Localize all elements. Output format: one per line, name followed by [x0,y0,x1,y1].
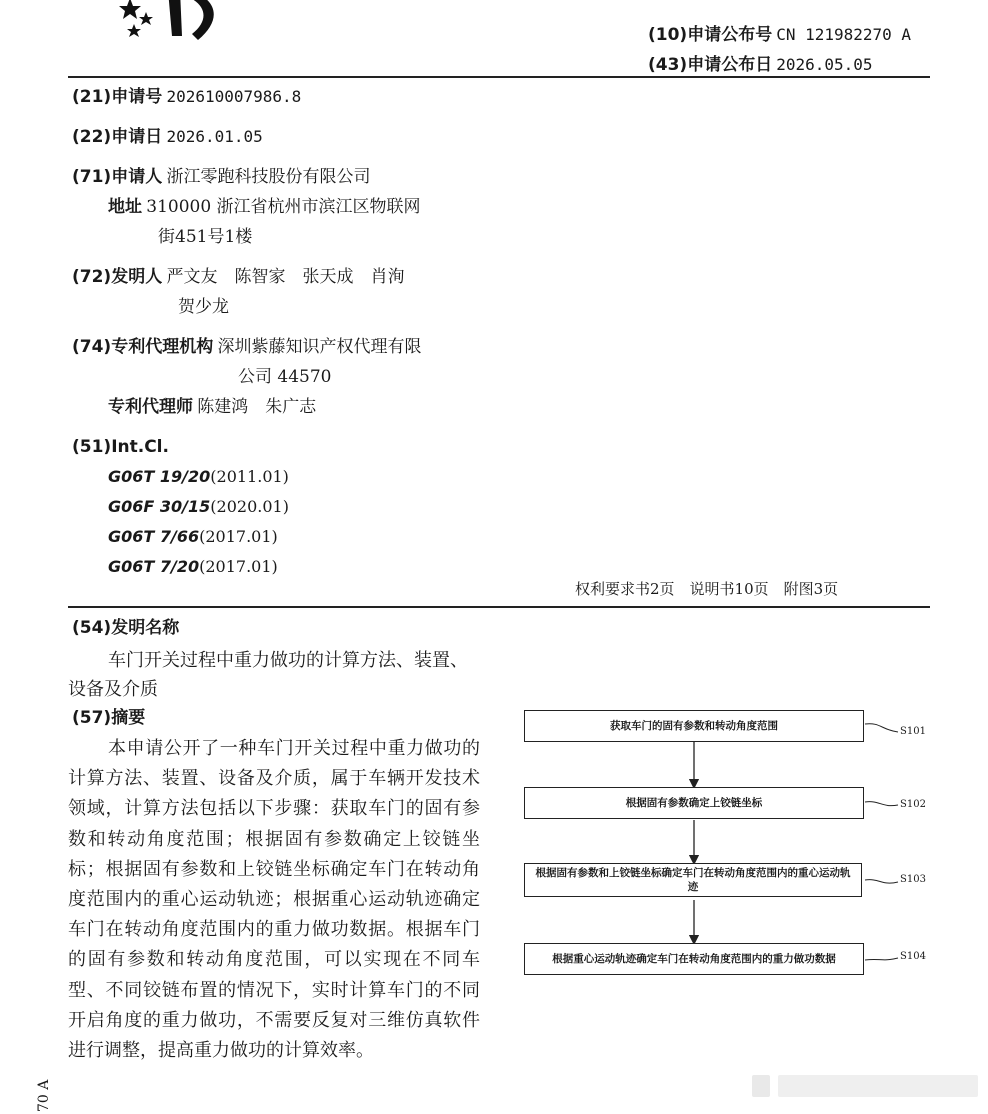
flow-step-label: S104 [900,951,926,962]
pub-number: (10)申请公布号 CN 121982270 A [648,25,912,45]
invention-title-heading: (54)发明名称 [72,618,180,638]
side-publication-code: 70 A [36,1079,52,1112]
abstract-heading: (57)摘要 [72,708,146,728]
flow-step-box: 根据固有参数确定上铰链坐标 [524,787,864,819]
flow-step-box: 根据固有参数和上铰链坐标确定车门在转动角度范围内的重心运动轨迹 [524,863,862,897]
header-divider [68,76,930,78]
flow-step-box: 获取车门的固有参数和转动角度范围 [524,710,864,742]
flow-step-label: S101 [900,726,926,737]
ipc-class: G06T 7/20(2017.01) [108,557,278,576]
flow-step-label: S103 [900,874,926,885]
patent-agent: 专利代理师 陈建鸿 朱广志 [108,397,317,417]
applicant: (71)申请人 浙江零跑科技股份有限公司 [72,167,371,187]
cnipa-logo [110,0,240,50]
patent-agency: (74)专利代理机构 深圳紫藤知识产权代理有限 [72,337,422,357]
address: 地址 310000 浙江省杭州市滨江区物联网 [108,197,421,217]
application-date: (22)申请日 2026.01.05 [72,127,263,147]
inventors-line2: 贺少龙 [178,297,229,317]
flow-step-label: S102 [900,799,926,810]
flowchart [520,700,960,1000]
int-cl-heading: (51)Int.Cl. [72,437,169,457]
pub-date: (43)申请公布日 2026.05.05 [648,55,873,75]
ipc-class: G06T 7/66(2017.01) [108,527,278,546]
watermark-blur [778,1075,978,1097]
patent-agency-line2: 公司 44570 [238,367,332,387]
ipc-class: G06F 30/15(2020.01) [108,497,289,516]
page-counts: 权利要求书2页 说明书10页 附图3页 [575,580,839,598]
section-divider [68,606,930,608]
ipc-class: G06T 19/20(2011.01) [108,467,289,486]
abstract-text: 本申请公开了一种车门开关过程中重力做功的计算方法、装置、设备及介质，属于车辆开发技术领域，计算方法包括以下步骤：获取车门的固有参数和转动角度范围；根据固有参数确定上铰链坐标；根据固有参数和上铰链坐标确定车门在转动角度范围内的重心运动轨迹；根据重心运动轨迹确定车门在转动角度范围内的重力做功数据。根据车门的固有参数和转动角度范围，可以实现在不同车型、不同铰链布置的情况下，实时计算车门的不同开启角度的重力做功，不需要反复对三维仿真软件进行调整，提高重力做功的计算效率。 [68,738,480,1062]
application-number: (21)申请号 202610007986.8 [72,87,302,107]
inventors: (72)发明人 严文友 陈智家 张天成 肖洵 [72,267,405,287]
flow-step-box: 根据重心运动轨迹确定车门在转动角度范围内的重力做功数据 [524,943,864,975]
address-line2: 街451号1楼 [158,227,253,247]
invention-title: 车门开关过程中重力做功的计算方法、装置、设备及介质 [68,650,468,700]
watermark-blur [752,1075,770,1097]
